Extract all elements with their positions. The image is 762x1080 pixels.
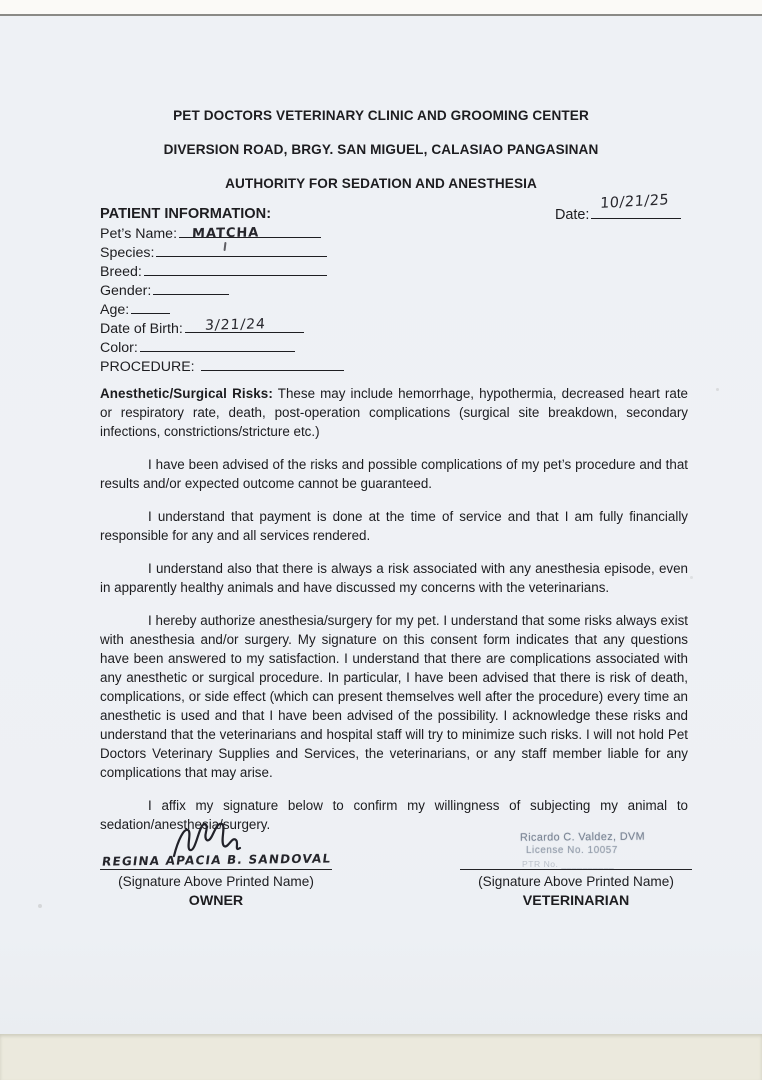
risks-label: Anesthetic/Surgical Risks: bbox=[100, 386, 273, 401]
field-label: Species: bbox=[100, 245, 155, 261]
field-blank-line bbox=[144, 263, 327, 276]
field-blank-line bbox=[131, 301, 170, 314]
scanner-background-bottom bbox=[0, 1034, 762, 1080]
scan-artifact bbox=[690, 576, 693, 579]
field-label: Breed: bbox=[100, 264, 142, 280]
veterinarian-stamp bbox=[520, 831, 700, 869]
vet-stamp-name: Ricardo C. Valdez, DVM bbox=[519, 830, 646, 844]
field-blank-line bbox=[153, 282, 229, 295]
handwritten-pet-name: MATCHA bbox=[191, 225, 260, 242]
vet-stamp-license-number: License No. 10057 bbox=[526, 845, 618, 856]
form-paper bbox=[0, 16, 762, 1034]
risks-text: These may include hemorrhage, hypothermia, decreased heart rate or respiratory rate, death, post-operation complications (surgical site breakdown, secondary infections, constrictions/stricture etc.) bbox=[100, 386, 688, 439]
scanner-background-top bbox=[0, 0, 762, 14]
clinic-name: PET DOCTORS VETERINARY CLINIC AND GROOMING CENTER bbox=[173, 108, 589, 123]
owner-printed-name-handwritten: REGINA APACIA B. SANDOVAL bbox=[101, 851, 333, 869]
field-row-color bbox=[100, 339, 344, 358]
veterinarian-signature-caption: (Signature Above Printed Name) bbox=[478, 874, 674, 889]
consent-paragraph: I affix my signature below to confirm my willingness of subjecting my animal to sedation/anesthesia/surgery. bbox=[100, 798, 688, 832]
consent-paragraph: I have been advised of the risks and possible complications of my pet’s procedure and that results and/or expected outcome cannot be guaranteed. bbox=[100, 457, 688, 491]
handwritten-date: 10/21/25 bbox=[599, 192, 670, 212]
clinic-address: DIVERSION ROAD, BRGY. SAN MIGUEL, CALASIAO PANGASINAN bbox=[163, 142, 599, 157]
field-label: Date of Birth: bbox=[100, 321, 183, 337]
scan-artifact bbox=[716, 388, 719, 391]
veterinarian-signature-line bbox=[460, 869, 692, 870]
field-row-species bbox=[100, 244, 344, 263]
patient-information-heading: PATIENT INFORMATION: bbox=[100, 206, 272, 222]
date-label: Date: bbox=[555, 207, 590, 223]
owner-signature-line bbox=[100, 869, 332, 870]
handwritten-date-of-birth: 3/21/24 bbox=[204, 316, 267, 334]
field-blank-line bbox=[201, 358, 344, 371]
field-label: Gender: bbox=[100, 283, 152, 299]
field-blank-line bbox=[140, 339, 295, 352]
consent-paragraph: I hereby authorize anesthesia/surgery for my pet. I understand that some risks always exist with anesthesia and/or surgery. My signature on this consent form indicates that any questions have been answered to my satisfaction. I understand that there are complications associated with any anesthetic or surgical procedure. In particular, I have been advised that there is risk of death, complications, or side effect (which can present themselves well after the procedure) every time an anesthetic is used and that I have been advised of the possibility. I acknowledge these risks and understand that the veterinarians and hospital staff will try to minimize such risks. I will not hold Pet Doctors Veterinary Supplies and Services, the veterinarians, or any staff member liable for any complications that may arise. bbox=[100, 613, 688, 780]
field-label: Pet’s Name: bbox=[100, 226, 178, 242]
owner-signature-caption: (Signature Above Printed Name) bbox=[118, 874, 314, 889]
form-title: AUTHORITY FOR SEDATION AND ANESTHESIA bbox=[225, 176, 537, 191]
field-row-procedure bbox=[100, 358, 344, 377]
field-row-breed bbox=[100, 263, 344, 282]
field-label: PROCEDURE: bbox=[100, 359, 195, 375]
patient-fields bbox=[100, 225, 344, 377]
risks-paragraph bbox=[100, 384, 688, 441]
consent-paragraph: I understand also that there is always a risk associated with any anesthesia episode, even in apparently healthy animals and have discussed my concerns with the veterinarians. bbox=[100, 561, 688, 595]
scan-artifact bbox=[38, 904, 42, 908]
field-label: Color: bbox=[100, 340, 138, 356]
field-row-gender bbox=[100, 282, 344, 301]
document-header bbox=[74, 108, 688, 210]
field-blank-line bbox=[156, 244, 327, 257]
veterinarian-role-label: VETERINARIAN bbox=[522, 893, 630, 909]
consent-body-text bbox=[100, 384, 688, 848]
field-label: Age: bbox=[100, 302, 130, 318]
vet-stamp-ptr-number: PTR No. __________ bbox=[522, 859, 615, 869]
owner-role-label: OWNER bbox=[188, 893, 244, 909]
consent-paragraph: I understand that payment is done at the time of service and that I am fully financially responsible for any and all services rendered. bbox=[100, 509, 688, 543]
